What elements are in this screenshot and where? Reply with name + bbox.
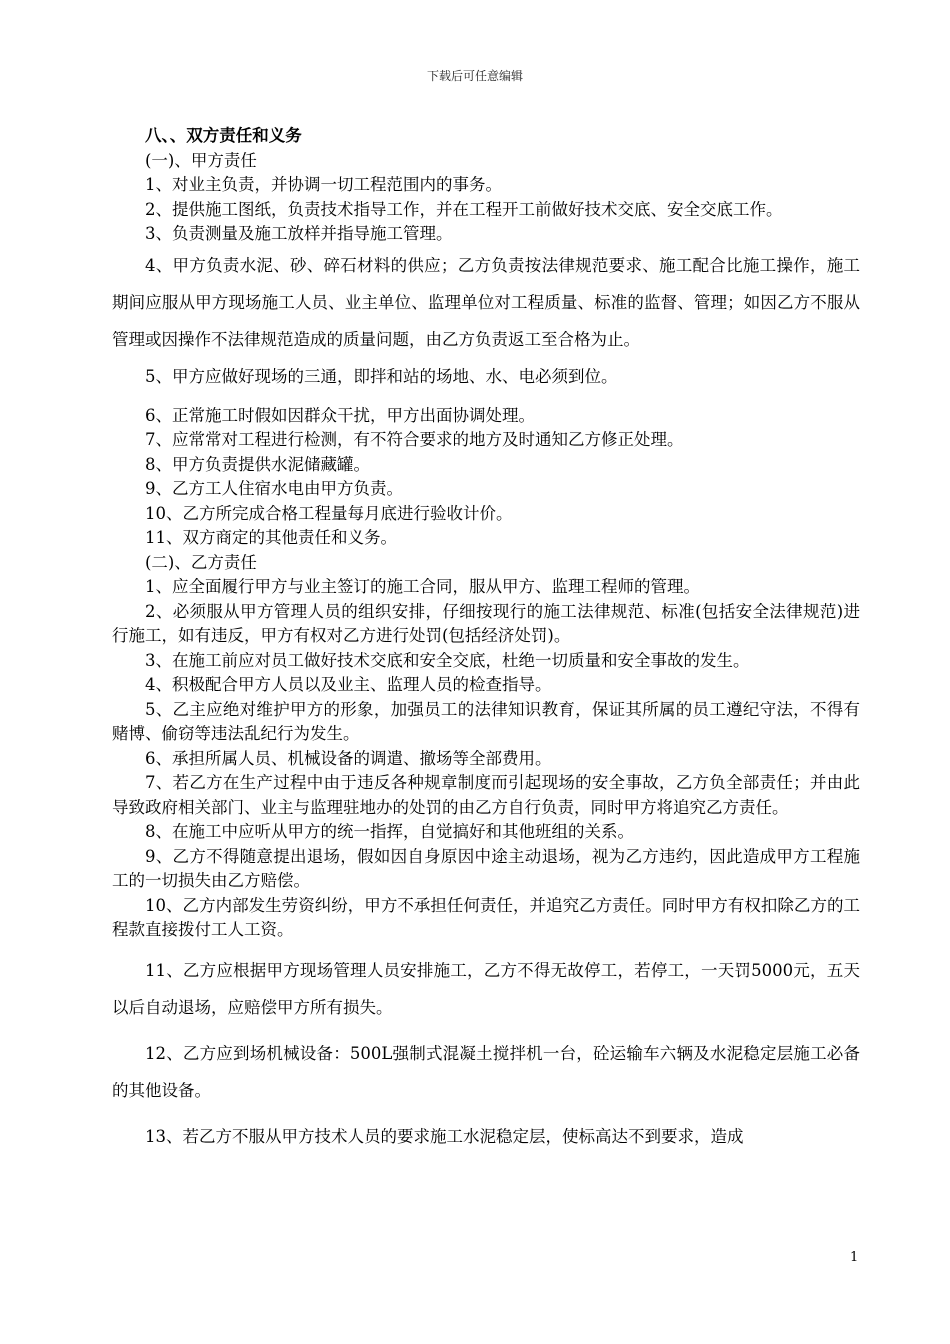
clause-paragraph: 10、乙方内部发生劳资纠纷，甲方不承担任何责任，并追究乙方责任。同时甲方有权扣除乙方的工程款直接拨付工人工资。 [112, 895, 860, 939]
clause-paragraph: 7、应常常对工程进行检测，有不符合要求的地方及时通知乙方修正处理。 [145, 430, 684, 449]
subsection-heading: (二)、乙方责任 [145, 552, 257, 572]
clause-paragraph: 1、对业主负责，并协调一切工程范围内的事务。 [145, 175, 502, 194]
clause-paragraph: 4、甲方负责水泥、砂、碎石材料的供应；乙方负责按法律规范要求、施工配合比施工操作，施工期间应服从甲方现场施工人员、业主单位、监理单位对工程质量、标准的监督、管理；如因乙方不服从管理或因操作不法律规范造成的质量问题，由乙方负责返工至合格为止。 [112, 255, 860, 349]
clause-paragraph: 10、乙方所完成合格工程量每月底进行验收计价。 [145, 503, 513, 523]
page-header: 下载后可任意编辑 [426, 69, 523, 83]
clause-paragraph: 11、双方商定的其他责任和义务。 [145, 528, 397, 547]
clause-paragraph: 2、提供施工图纸，负责技术指导工作，并在工程开工前做好技术交底、安全交底工作。 [145, 199, 783, 219]
clause-paragraph: 3、负责测量及施工放样并指导施工管理。 [145, 224, 453, 243]
clause-paragraph: 5、甲方应做好现场的三通，即拌和站的场地、水、电必须到位。 [145, 366, 618, 386]
page-number: 1 [850, 1250, 859, 1265]
clause-paragraph: 13、若乙方不服从甲方技术人员的要求施工水泥稳定层，使标高达不到要求，造成 [145, 1126, 744, 1146]
clause-paragraph: 8、在施工中应听从甲方的统一指挥，自觉搞好和其他班组的关系。 [145, 822, 634, 841]
clause-paragraph: 11、乙方应根据甲方现场管理人员安排施工，乙方不得无故停工，若停工，一天罚5000元，五天以后自动退场，应赔偿甲方所有损失。 [112, 960, 860, 1017]
clause-paragraph: 2、必须服从甲方管理人员的组织安排，仔细按现行的施工法律规范、标准(包括安全法律规范)进行施工，如有违反，甲方有权对乙方进行处罚(包括经济处罚)。 [112, 601, 860, 645]
section-heading: 八、、双方责任和义务 [145, 126, 302, 145]
document-body [112, 124, 860, 1155]
clause-paragraph: 1、应全面履行甲方与业主签订的施工合同，服从甲方、监理工程师的管理。 [145, 577, 700, 596]
clause-paragraph: 4、积极配合甲方人员以及业主、监理人员的检查指导。 [145, 675, 552, 694]
subsection-heading: (一)、甲方责任 [145, 150, 257, 170]
clause-paragraph: 8、甲方负责提供水泥储藏罐。 [145, 454, 370, 474]
clause-paragraph: 9、乙方不得随意提出退场，假如因自身原因中途主动退场，视为乙方违约，因此造成甲方工程施工的一切损失由乙方赔偿。 [112, 846, 860, 890]
clause-paragraph: 6、正常施工时假如因群众干扰，甲方出面协调处理。 [145, 405, 535, 425]
clause-paragraph: 12、乙方应到场机械设备：500L强制式混凝土搅拌机一台，砼运输车六辆及水泥稳定层施工必备的其他设备。 [112, 1043, 860, 1100]
clause-paragraph: 7、若乙方在生产过程中由于违反各种规章制度而引起现场的安全事故，乙方负全部责任；并由此导致政府相关部门、业主与监理驻地办的处罚的由乙方自行负责，同时甲方将追究乙方责任。 [112, 773, 860, 817]
clause-paragraph: 9、乙方工人住宿水电由甲方负责。 [145, 479, 403, 498]
clause-paragraph: 3、在施工前应对员工做好技术交底和安全交底，杜绝一切质量和安全事故的发生。 [145, 650, 750, 670]
clause-paragraph: 6、承担所属人员、机械设备的调遣、撤场等全部费用。 [145, 748, 552, 768]
clause-paragraph: 5、乙主应绝对维护甲方的形象，加强员工的法律知识教育，保证其所属的员工遵纪守法，不得有赌博、偷窃等违法乱纪行为发生。 [112, 699, 860, 743]
